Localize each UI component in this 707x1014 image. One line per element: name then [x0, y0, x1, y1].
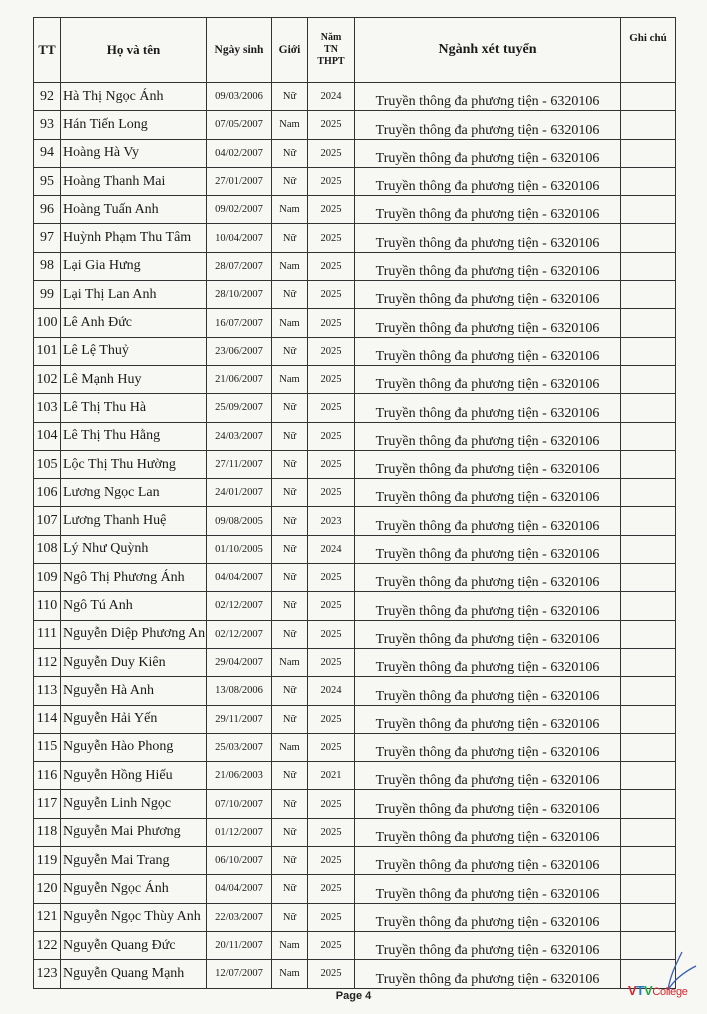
- student-name: Hoàng Thanh Mai: [61, 167, 207, 195]
- graduation-year: 2025: [308, 281, 355, 309]
- graduation-year: 2025: [308, 818, 355, 846]
- table-row: [34, 592, 676, 620]
- gender: Nam: [272, 365, 308, 393]
- admission-major: Truyền thông đa phương tiện - 6320106: [355, 479, 621, 507]
- admission-major: Truyền thông đa phương tiện - 6320106: [355, 818, 621, 846]
- admission-major: Truyền thông đa phương tiện - 6320106: [355, 111, 621, 139]
- admission-major: Truyền thông đa phương tiện - 6320106: [355, 762, 621, 790]
- table-row: [34, 479, 676, 507]
- gender: Nữ: [272, 422, 308, 450]
- gender: Nữ: [272, 762, 308, 790]
- gender: Nữ: [272, 592, 308, 620]
- note-cell: [621, 83, 676, 111]
- row-number: 98: [34, 252, 61, 280]
- note-cell: [621, 875, 676, 903]
- birth-date: 27/11/2007: [207, 450, 272, 478]
- admission-major: Truyền thông đa phương tiện - 6320106: [355, 903, 621, 931]
- table-row: [34, 648, 676, 676]
- table-row: [34, 422, 676, 450]
- admission-major: Truyền thông đa phương tiện - 6320106: [355, 564, 621, 592]
- row-number: 94: [34, 139, 61, 167]
- table-row: [34, 309, 676, 337]
- row-number: 106: [34, 479, 61, 507]
- vtv-college-logo: [628, 983, 688, 998]
- row-number: 107: [34, 507, 61, 535]
- admission-major: Truyền thông đa phương tiện - 6320106: [355, 309, 621, 337]
- header-graduation-year: [308, 18, 355, 83]
- row-number: 123: [34, 960, 61, 988]
- row-number: 103: [34, 394, 61, 422]
- row-number: 112: [34, 648, 61, 676]
- note-cell: [621, 648, 676, 676]
- graduation-year: 2025: [308, 790, 355, 818]
- table-row: [34, 139, 676, 167]
- birth-date: 25/09/2007: [207, 394, 272, 422]
- table-row: [34, 564, 676, 592]
- table-row: [34, 450, 676, 478]
- row-number: 104: [34, 422, 61, 450]
- header-sex: Giới: [272, 18, 308, 83]
- gender: Nữ: [272, 507, 308, 535]
- student-name: Nguyễn Duy Kiên: [61, 648, 207, 676]
- student-name: Nguyễn Mai Trang: [61, 847, 207, 875]
- note-cell: [621, 620, 676, 648]
- graduation-year: 2025: [308, 337, 355, 365]
- graduation-year: 2024: [308, 83, 355, 111]
- note-cell: [621, 592, 676, 620]
- row-number: 110: [34, 592, 61, 620]
- gender: Nữ: [272, 450, 308, 478]
- student-name: Nguyễn Hào Phong: [61, 733, 207, 761]
- table-row: [34, 365, 676, 393]
- student-name: Nguyễn Mai Phương: [61, 818, 207, 846]
- table-row: [34, 705, 676, 733]
- table-row: [34, 281, 676, 309]
- graduation-year: 2025: [308, 111, 355, 139]
- gender: Nữ: [272, 818, 308, 846]
- birth-date: 10/04/2007: [207, 224, 272, 252]
- gender: Nữ: [272, 83, 308, 111]
- student-name: Lê Lệ Thuỷ: [61, 337, 207, 365]
- note-cell: [621, 903, 676, 931]
- gender: Nam: [272, 733, 308, 761]
- table-row: [34, 394, 676, 422]
- admission-major: Truyền thông đa phương tiện - 6320106: [355, 83, 621, 111]
- birth-date: 07/10/2007: [207, 790, 272, 818]
- birth-date: 21/06/2007: [207, 365, 272, 393]
- gender: Nam: [272, 931, 308, 959]
- table-row: [34, 818, 676, 846]
- note-cell: [621, 450, 676, 478]
- student-name: Nguyễn Quang Mạnh: [61, 960, 207, 988]
- note-cell: [621, 818, 676, 846]
- student-name: Nguyễn Linh Ngọc: [61, 790, 207, 818]
- table-row: [34, 847, 676, 875]
- birth-date: 16/07/2007: [207, 309, 272, 337]
- table-row: [34, 677, 676, 705]
- admission-major: Truyền thông đa phương tiện - 6320106: [355, 252, 621, 280]
- admission-major: Truyền thông đa phương tiện - 6320106: [355, 960, 621, 988]
- birth-date: 04/04/2007: [207, 564, 272, 592]
- row-number: 121: [34, 903, 61, 931]
- note-cell: [621, 252, 676, 280]
- row-number: 101: [34, 337, 61, 365]
- admission-major: Truyền thông đa phương tiện - 6320106: [355, 648, 621, 676]
- row-number: 102: [34, 365, 61, 393]
- birth-date: 09/02/2007: [207, 196, 272, 224]
- row-number: 114: [34, 705, 61, 733]
- birth-date: 09/08/2005: [207, 507, 272, 535]
- graduation-year: 2025: [308, 960, 355, 988]
- student-name: Nguyễn Hồng Hiếu: [61, 762, 207, 790]
- note-cell: [621, 790, 676, 818]
- gender: Nam: [272, 111, 308, 139]
- graduation-year: 2025: [308, 705, 355, 733]
- row-number: 119: [34, 847, 61, 875]
- logo-letter-3: V: [644, 983, 653, 998]
- birth-date: 29/04/2007: [207, 648, 272, 676]
- gender: Nữ: [272, 281, 308, 309]
- table-row: [34, 83, 676, 111]
- admission-major: Truyền thông đa phương tiện - 6320106: [355, 733, 621, 761]
- gender: Nữ: [272, 705, 308, 733]
- student-name: Lại Gia Hưng: [61, 252, 207, 280]
- graduation-year: 2025: [308, 196, 355, 224]
- row-number: 105: [34, 450, 61, 478]
- logo-college-text: College: [652, 986, 688, 998]
- admission-major: Truyền thông đa phương tiện - 6320106: [355, 450, 621, 478]
- graduation-year: 2025: [308, 394, 355, 422]
- row-number: 113: [34, 677, 61, 705]
- page-number: Page 4: [335, 990, 372, 1002]
- birth-date: 06/10/2007: [207, 847, 272, 875]
- row-number: 109: [34, 564, 61, 592]
- note-cell: [621, 479, 676, 507]
- graduation-year: 2025: [308, 733, 355, 761]
- student-name: Ngô Tú Anh: [61, 592, 207, 620]
- table-body: [34, 83, 676, 989]
- birth-date: 07/05/2007: [207, 111, 272, 139]
- table-row: [34, 196, 676, 224]
- table-row: [34, 875, 676, 903]
- note-cell: [621, 167, 676, 195]
- graduation-year: 2025: [308, 479, 355, 507]
- birth-date: 13/08/2006: [207, 677, 272, 705]
- student-name: Lương Thanh Huệ: [61, 507, 207, 535]
- header-year-line2: TN: [324, 44, 338, 55]
- graduation-year: 2025: [308, 309, 355, 337]
- row-number: 108: [34, 535, 61, 563]
- gender: Nam: [272, 309, 308, 337]
- admission-major: Truyền thông đa phương tiện - 6320106: [355, 931, 621, 959]
- note-cell: [621, 564, 676, 592]
- student-name: Lương Ngọc Lan: [61, 479, 207, 507]
- table-row: [34, 507, 676, 535]
- row-number: 95: [34, 167, 61, 195]
- birth-date: 29/11/2007: [207, 705, 272, 733]
- admission-major: Truyền thông đa phương tiện - 6320106: [355, 196, 621, 224]
- admission-major: Truyền thông đa phương tiện - 6320106: [355, 139, 621, 167]
- table-row: [34, 903, 676, 931]
- gender: Nữ: [272, 564, 308, 592]
- graduation-year: 2025: [308, 252, 355, 280]
- admission-major: Truyền thông đa phương tiện - 6320106: [355, 875, 621, 903]
- table-row: [34, 620, 676, 648]
- row-number: 92: [34, 83, 61, 111]
- graduation-year: 2025: [308, 167, 355, 195]
- graduation-year: 2024: [308, 677, 355, 705]
- note-cell: [621, 677, 676, 705]
- row-number: 100: [34, 309, 61, 337]
- row-number: 115: [34, 733, 61, 761]
- table-row: [34, 337, 676, 365]
- admission-major: Truyền thông đa phương tiện - 6320106: [355, 422, 621, 450]
- gender: Nữ: [272, 790, 308, 818]
- table-row: [34, 762, 676, 790]
- note-cell: [621, 535, 676, 563]
- header-row: [34, 18, 676, 83]
- graduation-year: 2025: [308, 592, 355, 620]
- birth-date: 01/10/2005: [207, 535, 272, 563]
- table-row: [34, 224, 676, 252]
- admission-list-table: [33, 17, 676, 989]
- gender: Nữ: [272, 903, 308, 931]
- gender: Nữ: [272, 847, 308, 875]
- graduation-year: 2025: [308, 422, 355, 450]
- admission-major: Truyền thông đa phương tiện - 6320106: [355, 592, 621, 620]
- admission-major: Truyền thông đa phương tiện - 6320106: [355, 394, 621, 422]
- row-number: 111: [34, 620, 61, 648]
- gender: Nam: [272, 252, 308, 280]
- header-note: Ghi chú: [621, 18, 676, 83]
- gender: Nữ: [272, 535, 308, 563]
- admission-major: Truyền thông đa phương tiện - 6320106: [355, 167, 621, 195]
- table-row: [34, 733, 676, 761]
- birth-date: 02/12/2007: [207, 592, 272, 620]
- graduation-year: 2025: [308, 648, 355, 676]
- note-cell: [621, 394, 676, 422]
- header-year-line3: THPT: [317, 56, 345, 67]
- graduation-year: 2025: [308, 224, 355, 252]
- gender: Nữ: [272, 224, 308, 252]
- table-row: [34, 960, 676, 988]
- student-name: Lộc Thị Thu Hường: [61, 450, 207, 478]
- graduation-year: 2025: [308, 450, 355, 478]
- table-row: [34, 252, 676, 280]
- logo-letter-1: V: [628, 983, 637, 998]
- graduation-year: 2025: [308, 365, 355, 393]
- student-name: Hà Thị Ngọc Ánh: [61, 83, 207, 111]
- student-name: Ngô Thị Phương Ánh: [61, 564, 207, 592]
- birth-date: 04/04/2007: [207, 875, 272, 903]
- student-name: Huỳnh Phạm Thu Tâm: [61, 224, 207, 252]
- student-name: Lê Mạnh Huy: [61, 365, 207, 393]
- gender: Nữ: [272, 337, 308, 365]
- admission-major: Truyền thông đa phương tiện - 6320106: [355, 337, 621, 365]
- note-cell: [621, 733, 676, 761]
- admission-major: Truyền thông đa phương tiện - 6320106: [355, 535, 621, 563]
- graduation-year: 2025: [308, 903, 355, 931]
- birth-date: 27/01/2007: [207, 167, 272, 195]
- birth-date: 28/07/2007: [207, 252, 272, 280]
- note-cell: [621, 422, 676, 450]
- admission-major: Truyền thông đa phương tiện - 6320106: [355, 790, 621, 818]
- birth-date: 24/01/2007: [207, 479, 272, 507]
- student-name: Nguyễn Hải Yến: [61, 705, 207, 733]
- student-name: Nguyễn Ngọc Thùy Anh: [61, 903, 207, 931]
- gender: Nam: [272, 648, 308, 676]
- note-cell: [621, 365, 676, 393]
- logo-letter-2: T: [636, 983, 645, 998]
- birth-date: 12/07/2007: [207, 960, 272, 988]
- gender: Nữ: [272, 620, 308, 648]
- table-row: [34, 931, 676, 959]
- birth-date: 09/03/2006: [207, 83, 272, 111]
- gender: Nữ: [272, 677, 308, 705]
- gender: Nam: [272, 960, 308, 988]
- row-number: 120: [34, 875, 61, 903]
- graduation-year: 2025: [308, 875, 355, 903]
- student-name: Lại Thị Lan Anh: [61, 281, 207, 309]
- birth-date: 25/03/2007: [207, 733, 272, 761]
- gender: Nam: [272, 196, 308, 224]
- student-name: Hoàng Hà Vy: [61, 139, 207, 167]
- row-number: 116: [34, 762, 61, 790]
- birth-date: 24/03/2007: [207, 422, 272, 450]
- note-cell: [621, 111, 676, 139]
- note-cell: [621, 337, 676, 365]
- row-number: 99: [34, 281, 61, 309]
- birth-date: 20/11/2007: [207, 931, 272, 959]
- admission-major: Truyền thông đa phương tiện - 6320106: [355, 705, 621, 733]
- table-row: [34, 790, 676, 818]
- birth-date: 22/03/2007: [207, 903, 272, 931]
- note-cell: [621, 196, 676, 224]
- student-name: Nguyễn Diệp Phương An: [61, 620, 207, 648]
- graduation-year: 2024: [308, 535, 355, 563]
- student-name: Lê Anh Đức: [61, 309, 207, 337]
- graduation-year: 2025: [308, 847, 355, 875]
- note-cell: [621, 309, 676, 337]
- admission-major: Truyền thông đa phương tiện - 6320106: [355, 847, 621, 875]
- gender: Nữ: [272, 875, 308, 903]
- row-number: 118: [34, 818, 61, 846]
- header-year-line1: Năm: [320, 32, 342, 43]
- birth-date: 02/12/2007: [207, 620, 272, 648]
- gender: Nữ: [272, 394, 308, 422]
- admission-major: Truyền thông đa phương tiện - 6320106: [355, 620, 621, 648]
- student-name: Lý Như Quỳnh: [61, 535, 207, 563]
- admission-major: Truyền thông đa phương tiện - 6320106: [355, 224, 621, 252]
- admission-major: Truyền thông đa phương tiện - 6320106: [355, 281, 621, 309]
- row-number: 96: [34, 196, 61, 224]
- header-name: Họ và tên: [61, 18, 207, 83]
- graduation-year: 2025: [308, 620, 355, 648]
- student-name: Nguyễn Ngọc Ánh: [61, 875, 207, 903]
- gender: Nữ: [272, 167, 308, 195]
- birth-date: 23/06/2007: [207, 337, 272, 365]
- gender: Nữ: [272, 479, 308, 507]
- birth-date: 01/12/2007: [207, 818, 272, 846]
- note-cell: [621, 847, 676, 875]
- row-number: 122: [34, 931, 61, 959]
- student-name: Lê Thị Thu Hà: [61, 394, 207, 422]
- graduation-year: 2025: [308, 931, 355, 959]
- header-major: Ngành xét tuyển: [355, 18, 621, 83]
- birth-date: 28/10/2007: [207, 281, 272, 309]
- gender: Nữ: [272, 139, 308, 167]
- table-row: [34, 167, 676, 195]
- student-name: Hoàng Tuấn Anh: [61, 196, 207, 224]
- note-cell: [621, 281, 676, 309]
- student-name: Lê Thị Thu Hằng: [61, 422, 207, 450]
- admission-major: Truyền thông đa phương tiện - 6320106: [355, 365, 621, 393]
- header-tt: TT: [34, 18, 61, 83]
- row-number: 117: [34, 790, 61, 818]
- birth-date: 04/02/2007: [207, 139, 272, 167]
- student-name: Hán Tiến Long: [61, 111, 207, 139]
- note-cell: [621, 705, 676, 733]
- graduation-year: 2023: [308, 507, 355, 535]
- row-number: 93: [34, 111, 61, 139]
- note-cell: [621, 762, 676, 790]
- admission-major: Truyền thông đa phương tiện - 6320106: [355, 677, 621, 705]
- table-row: [34, 535, 676, 563]
- header-dob: Ngày sinh: [207, 18, 272, 83]
- birth-date: 21/06/2003: [207, 762, 272, 790]
- graduation-year: 2025: [308, 139, 355, 167]
- note-cell: [621, 224, 676, 252]
- admission-major: Truyền thông đa phương tiện - 6320106: [355, 507, 621, 535]
- graduation-year: 2021: [308, 762, 355, 790]
- note-cell: [621, 507, 676, 535]
- note-cell: [621, 139, 676, 167]
- student-name: Nguyễn Hà Anh: [61, 677, 207, 705]
- graduation-year: 2025: [308, 564, 355, 592]
- table-row: [34, 111, 676, 139]
- row-number: 97: [34, 224, 61, 252]
- student-name: Nguyễn Quang Đức: [61, 931, 207, 959]
